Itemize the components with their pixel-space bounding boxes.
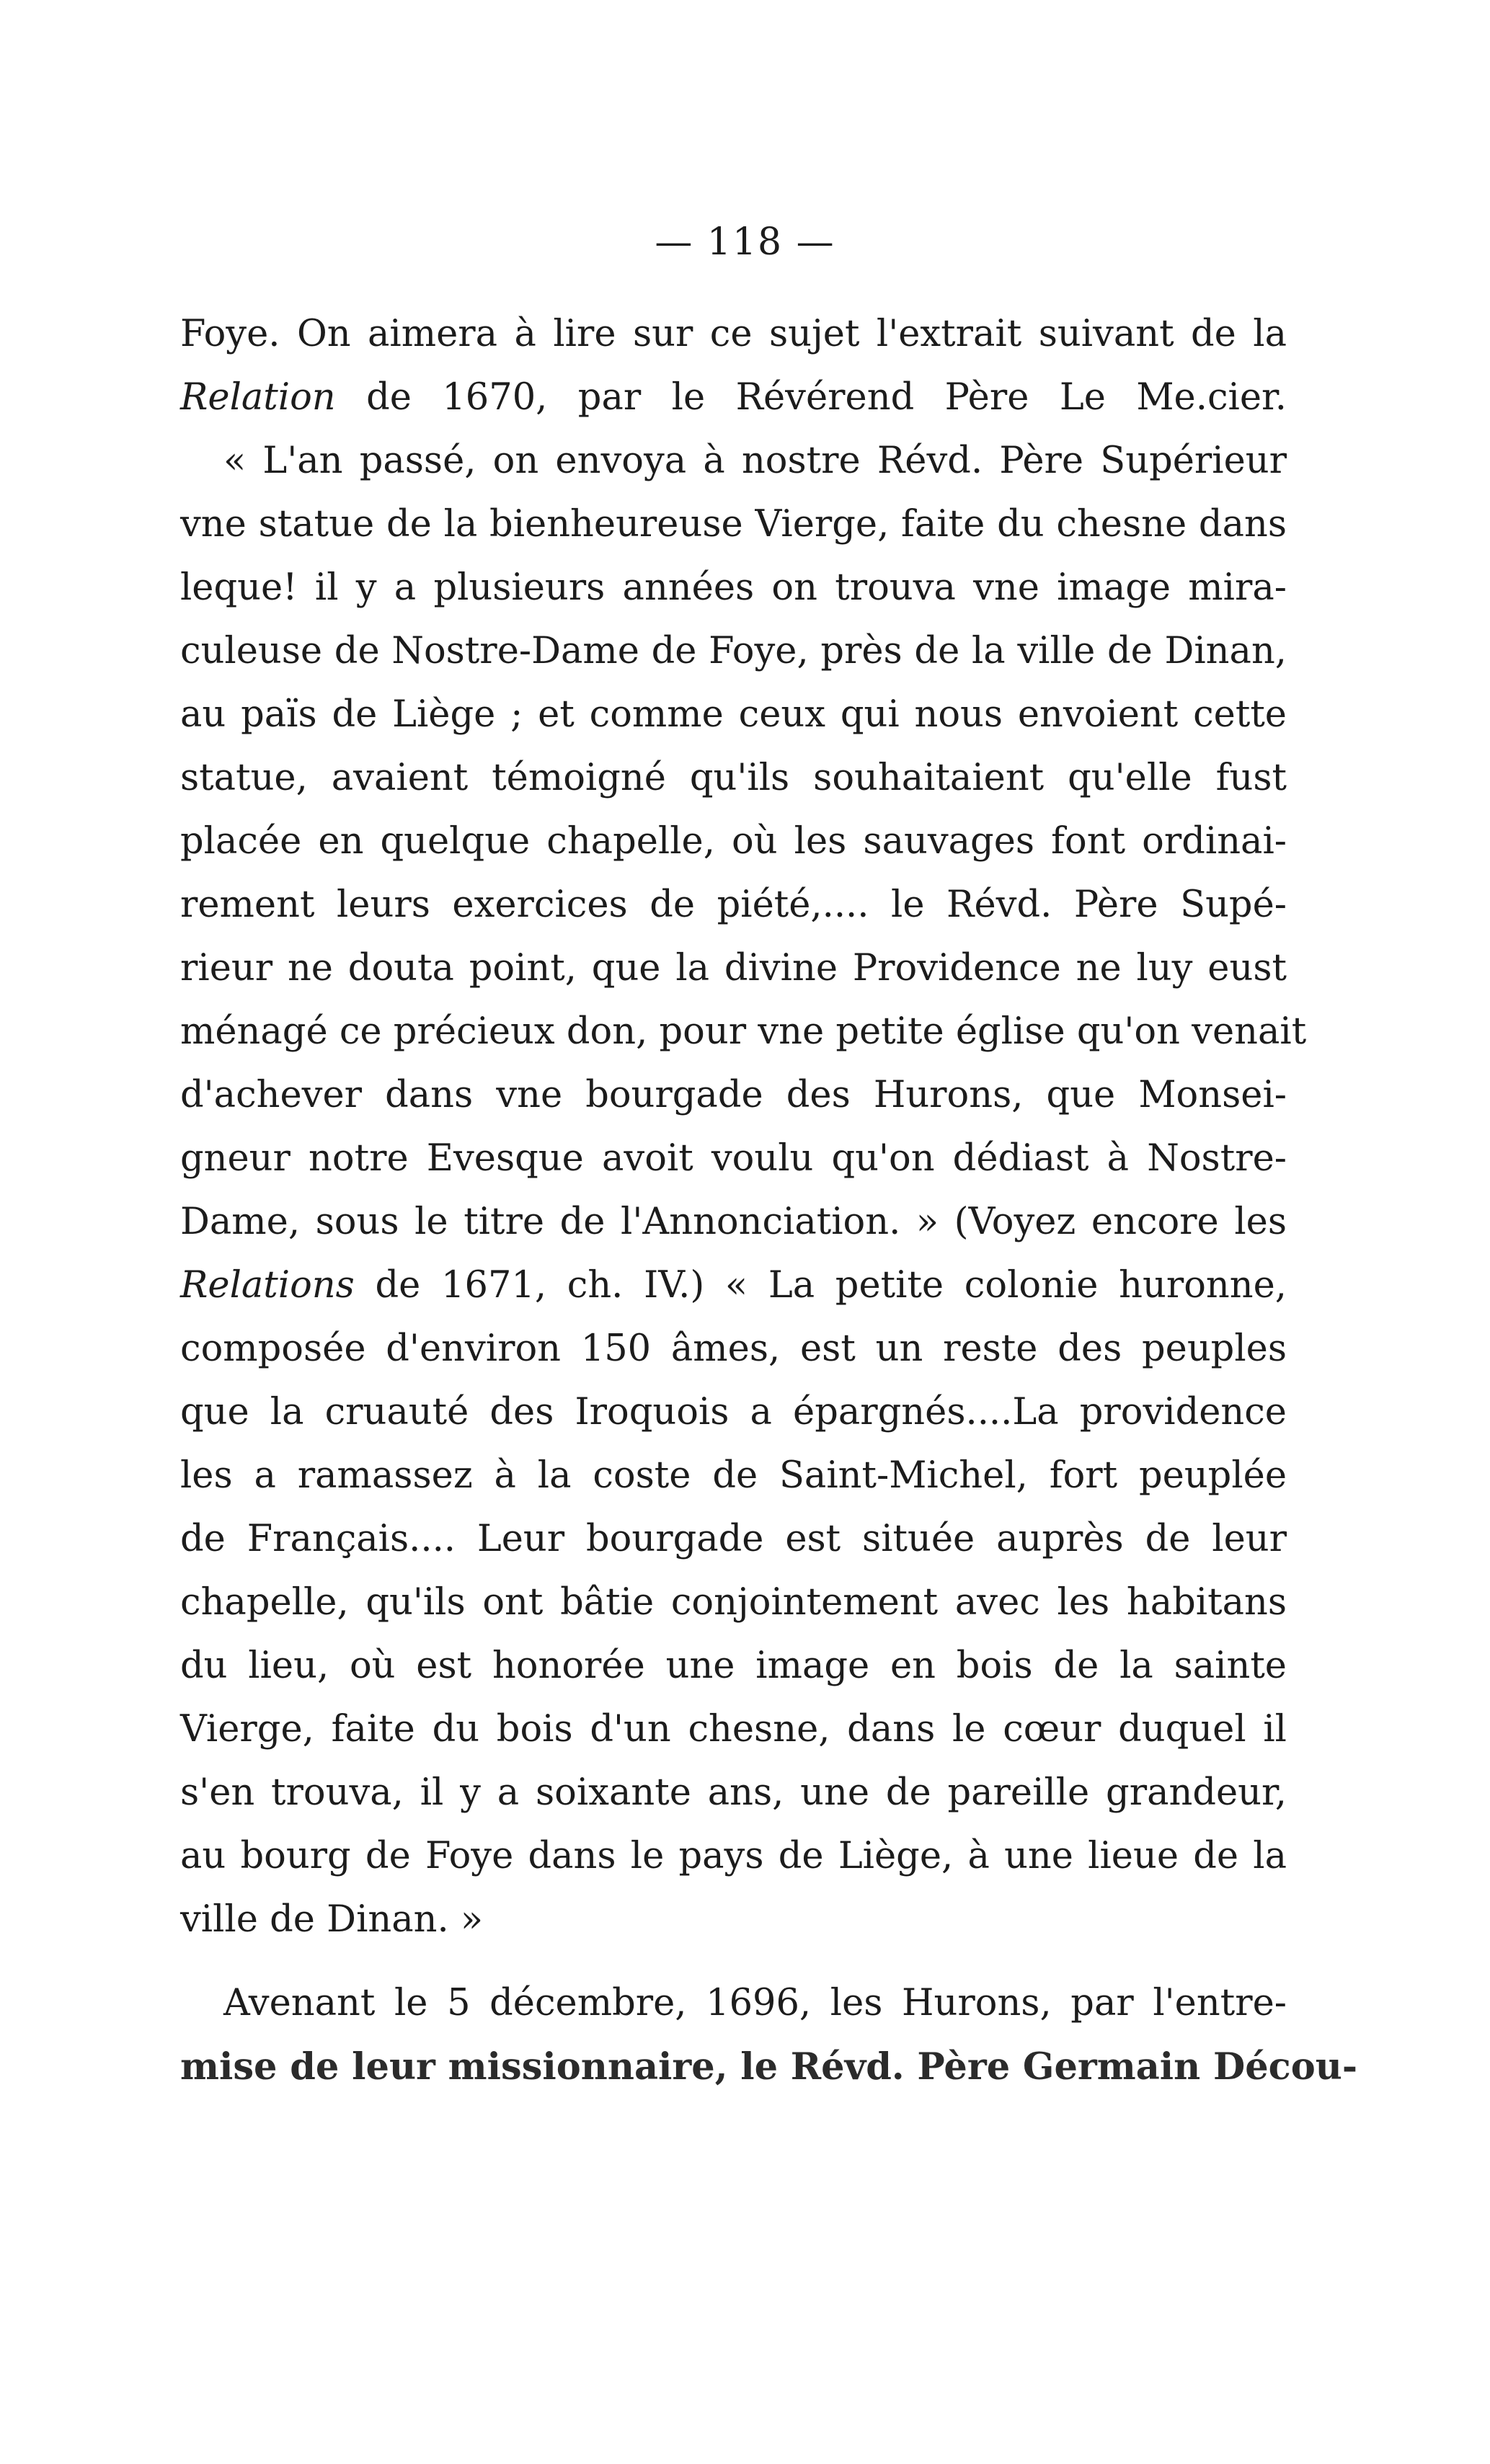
body-text	[180, 303, 1357, 2099]
text-line: de Français.... Leur bourgade est située auprès de leur	[180, 1518, 1287, 1560]
text-line: d'achever dans vne bourgade des Hurons, que Monsei-	[180, 1074, 1287, 1116]
text-line: chapelle, qu'ils ont bâtie conjointement avec les habitans	[180, 1581, 1287, 1624]
text-line: gneur notre Evesque avoit voulu qu'on dédiast à Nostre-	[180, 1137, 1287, 1180]
italic-title-relation: Relation	[180, 376, 336, 419]
text-line	[180, 1254, 1287, 1317]
text-line: vne statue de la bienheureuse Vierge, faite du chesne dans	[180, 503, 1287, 546]
text-line: ménagé ce précieux don, pour vne petite église qu'on venait	[180, 1010, 1307, 1053]
text-line: Foye. On aimera à lire sur ce sujet l'extrait suivant de la	[180, 313, 1287, 355]
page-number: — 118 —	[655, 221, 835, 264]
text-line-rest: de 1671, ch. IV.) « La petite colonie huronne,	[375, 1264, 1287, 1307]
text-line: « L'an passé, on envoya à nostre Révd. Père Supérieur	[223, 440, 1287, 482]
text-line: Dame, sous le titre de l'Annonciation. » (Voyez encore les	[180, 1201, 1287, 1243]
text-line: placée en quelque chapelle, où les sauvages font ordinai-	[180, 820, 1287, 863]
text-line: s'en trouva, il y a soixante ans, une de pareille grandeur,	[180, 1771, 1287, 1814]
text-line: ville de Dinan. »	[180, 1898, 484, 1941]
text-line: les a ramassez à la coste de Saint-Michel, fort peuplée	[180, 1454, 1287, 1497]
text-line: rieur ne douta point, que la divine Providence ne luy eust	[180, 947, 1287, 989]
text-line: composée d'environ 150 âmes, est un reste des peuples	[180, 1327, 1287, 1370]
italic-title-relations: Relations	[180, 1264, 355, 1307]
text-line: au bourg de Foye dans le pays de Liège, à une lieue de la	[180, 1835, 1287, 1877]
text-line: statue, avaient témoigné qu'ils souhaitaient qu'elle fust	[180, 757, 1287, 799]
text-line: que la cruauté des Iroquois a épargnés....La providence	[180, 1391, 1287, 1433]
text-line: du lieu, où est honorée une image en bois de la sainte	[180, 1645, 1287, 1687]
text-line: rement leurs exercices de piété,.... le Révd. Père Supé-	[180, 884, 1287, 926]
text-line	[180, 366, 1287, 430]
text-line: leque! il y a plusieurs années on trouva vne image mira-	[180, 566, 1287, 609]
text-line: Avenant le 5 décembre, 1696, les Hurons, par l'entre-	[223, 1982, 1287, 2024]
text-line: mise de leur missionnaire, le Révd. Père Germain Décou-	[180, 2045, 1357, 2089]
text-line: culeuse de Nostre-Dame de Foye, près de la ville de Dinan,	[180, 630, 1287, 672]
text-line: au païs de Liège ; et comme ceux qui nous envoient cette	[180, 693, 1287, 736]
text-line: Vierge, faite du bois d'un chesne, dans le cœur duquel il	[180, 1708, 1287, 1751]
text-line-rest: de 1670, par le Révérend Père Le Me.cier.	[366, 376, 1287, 419]
